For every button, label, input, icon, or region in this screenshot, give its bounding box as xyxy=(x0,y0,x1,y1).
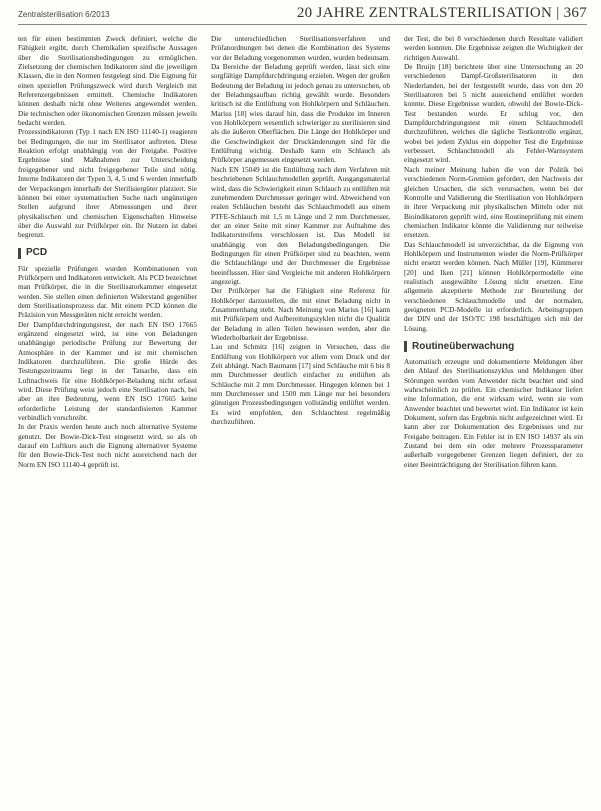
paragraph: der Test, die bei 8 verschiedenen durch Resultate validiert werden konnten. Die Ergebnisse zeigten die Wichtigkeit der richtigen Auswahl. xyxy=(404,34,583,62)
section-heading xyxy=(404,341,583,352)
paragraph: Für spezielle Prüfungen wurden Kombinationen von Prüfkörpern und Indikatoren entwickelt. Als PCD bezeichnet man Prüfkörper, die in die Sterilisatorkammer eingesetzt werden. Sie stellen einen definierten Widerstand gegenüber dem Sterilisationsprozess dar. Mit einem PCD können die Präzision von Messgeräten nicht erreicht werden. xyxy=(18,263,197,320)
paragraph: ten für einen bestimmten Zweck definiert, welche die Fähigkeit ergibt, durch Chemikalien spezifische Aussagen über die Sterilisationsbedingungen zu ermöglichen. Zielsetzung der chemischen Indikatoren sind die jeweiligen Klassen, die in den Normen festgelegt sind. Die Eignung für einen speziellen Prüfungszweck wird durch Vergleich mit Referenzergebnissen ermittelt. Chemische Indikatoren können deshalb nicht ohne Weiteres angewendet werden. Die technischen oder ökonomischen Grenzen müssen jeweils bedacht werden. xyxy=(18,34,197,128)
paragraph: Der Dampfdurchdringungstest, der nach EN ISO 17665 ergänzend eingesetzt wird, ist eine von Beladungen unabhängige periodische Prüfung zur Bewertung der Atmosphäre in der Kammer und ist mit chemischen Indikatoren durchzuführen. Die große Hürde des Testungszeitraums liegt in der Tatsache, dass ein Luftnachweis für eine Hohlkörper-Beladung nicht erfasst wird. Diese Prüfung weist jedoch eine Sterilisation nach, bei aber an ihre Bedeutung, wenn EN ISO 17665 keine erforderliche Leistung der standardisierten Kammer verbindlich vorschreibt. xyxy=(18,319,197,423)
text-column-2 xyxy=(211,34,390,804)
paragraph: Die unterschiedlichen Sterilisationsverfahren und Prüfanordnungen bei denen die Kombination des Systems vor der Beladung vorgenommen wurden, wurden bedeutsam. Da Bereiche der Beladung geprüft werden, lässt sich eine sorgfältige Dampfdurchdringung erzielen. Wegen der großen Bedeutung der Beladung ist jedoch genau zu untersuchen, ob der Beladungsaufbau richtig gewählt wurde. Besonders kritisch ist die Entlüftung von Hohlkörpern und Schläuchen. Marius [18] wies darauf hin, dass die Produkte im Inneren von Hohlkörpern wesentlich schwieriger zu sterilisieren sind als die äußeren Oberflächen. Die Länge der Hohlkörper und die Geschwindigkeit der Druckänderungen sind für die Entlüftung wichtig. Deshalb kann ein Schlauch als Prüfkörper angemessen eingesetzt werden. xyxy=(211,34,390,165)
paragraph: Der Prüfkörper hat die Fähigkeit eine Referenz für Hohlkörper darzustellen, die mit einer Beladung nicht in Zusammenhang steht. Nach Meinung von Marius [16] kann mit Prüfkörpern und Aufbereitungszyklen nicht die Qualität der Beladung in allen Teilen bewiesen werden, aber die Wiederholbarkeit der Ergebnisse. xyxy=(211,286,390,342)
section-title: PCD xyxy=(26,247,48,259)
paragraph: Nach EN 15049 ist die Entlüftung nach dem Verfahren mit beschriebenen Schlauchmodellen geprüft. Ausgangsmaterial wird, dass die Schwierigkeit einen Schlauch zu entlüften mit zunehmendem Durchmesser geringer wird. Abweichend von realen Schläuchen besteht das Schlauchmodell aus einem PTFE-Schlauch mit 1,5 m Länge und 2 mm Durchmesser, der an einer Seite mit einer Kammer zur Aufnahme des Indikatorstreifens verschlossen ist. Das Modell ist unabhängig von den Beladungsbedingungen. Die Bedingungen für einen Prüfkörper sind zu beachten, wenn die Schlauchlänge und der Durchmesser die Ergebnisse beeinflussen. Hier sind Vergleiche mit anderen Hohlkörpern angezeigt. xyxy=(211,164,390,286)
paragraph: In der Praxis werden heute auch noch alternative Systeme genutzt. Der Bowie-Dick-Test eingesetzt wird, so als ob darauf ein Luftkurs auch die Eignung alternativer Systeme für den Bowie-Dick-Test noch nicht ausreichend nach der Norm EN ISO 11140-4 geprüft ist. xyxy=(18,422,197,469)
section-marker xyxy=(404,341,407,352)
section-title: Routineüberwachung xyxy=(412,340,515,352)
text-column-3 xyxy=(404,34,583,804)
text-column-1 xyxy=(18,34,197,804)
paragraph: De Bruijn [18] berichtete über eine Untersuchung an 20 verschiedenen Dampf-Großsterilisatoren in den Niederlanden, bei der festgestellt wurde, dass von den 20 Sterilisatoren bei 5 nicht ausreichend entlüftet worden konnte. Diese Ergebnisse wurden, obwohl der Bowie-Dick-Test bestanden wurde. Er schlug vor, den Dampfdurchdringungstest mit einem Schlauchmodell durchzuführen, welches die tägliche Testkontrolle ergänzt, wobei bei jedem Zyklus ein doppelter Test die Ergebnisse verbessert. Schlauchmodell als Fehler-Warnsystem eingesetzt wird. xyxy=(404,62,583,165)
paragraph: Nach meiner Meinung haben die von der Politik bei verschiedenen Norm-Gremien gefordert, den Nachweis der gleichen Ursachen, die sich verursachen, wenn bei der Kontrolle und Validierung die Sterilisation von Hohlkörpern in ihrer Verpackung mit physikalischen Mitteln oder mit Bioindikatoren geprüft wird, eine Routineprüfung mit einem chemischen Indikator könnte die Validierung nur teilweise ersetzen. xyxy=(404,164,583,240)
running-header-title: 20 JAHRE ZENTRALSTERILISATION | 367 xyxy=(296,5,587,21)
paragraph: Automatisch erzeugte und dokumentierte Meldungen über den Ablauf des Sterilisationszyklus und Meldungen über Störungen werden vom Anwender nicht beachtet und sind wahrscheinlich zu prüfen. Ein chemischer Indikator liefert eine Information, die erst wirksam wird, wenn sie vom Anwender beachtet und bewertet wird. Ein Indikator ist kein Dokument, sofern das Ergebnis nicht aufgezeichnet wird. Er kann aber zur Dokumentation des Ergebnisses und zur Freigabe beitragen. Ein Fehler ist in EN ISO 14937 als ein Zustand bei dem ein oder mehrere Prozessparameter außerhalb vorgegebener Grenzen liegen definiert, der zu einer Beeinträchtigung der Sterilisation führen kann. xyxy=(404,357,583,469)
paragraph: Lau und Schmitz [16] zeigten in Versuchen, dass die Entlüftung von Hohlkörpern vor allem vom Druck und der Zeit abhängt. Nach Baumann [17] sind Schläuche mit 6 bis 8 mm Durchmesser deutlich einfacher zu entlüften als Schläuche mit 2 mm Durchmesser. Hingegen können bei 1 mm Durchmesser und 1500 mm Länge nur bei besonders günstigen Prozessbedingungen vollständig entlüftet werden. Es wird empfohlen, den Schlauchtest regelmäßig durchzuführen. xyxy=(211,342,390,427)
journal-issue-label: Zentralsterilisation 6/2013 xyxy=(18,10,110,19)
section-marker xyxy=(18,248,21,259)
paragraph: Prozessindikatoren (Typ 1 nach EN ISO 11140-1) reagieren bei Bedingungen, die nur im Sterilisator auftreten. Diese Reaktion erfolgt unabhängig von der Freigabe. Positive Ergebnisse sind Maßnahmen zur Unterscheidung freigegebener und nicht freigegebener Teile sind nötig. Interne Indikatoren der Typen 3, 4, 5 und 6 werden innerhalb der Verpackungen innerhalb der Sterilisiergüter platziert. Sie können bei einer systematischen Suche nach ungünstigen Stellen aufgrund ihrer Abmessungen und ihrer physikalischen und chemischen Eigenschaften Hinweise über die Auswahl zur Prüfkörper ein. Ihr Nutzen ist dabei begrenzt. xyxy=(18,127,197,240)
section-heading xyxy=(18,248,197,259)
paragraph: Das Schlauchmodell ist unverzichtbar, da die Eignung von Hohlkörpern und Instrumenten wieder die Norm-Prüfkörper nicht ersetzt werden können. Nach Müller [19], Kümmerer [20] und Iken [21] können Hohlkörpermodelle eine realistisch ausgewählte Lösung nicht ersetzen. Eine allgemein akzeptierte Methode zur Beurteilung der verschiedenen Schlauchmodelle und der normalen, geeigneten PCD-Modelle ist erforderlich. Arbeitsgruppen der DIN und der ISO/TC 198 beschäftigen sich mit der Lösung. xyxy=(404,239,583,333)
header-rule xyxy=(18,24,587,25)
